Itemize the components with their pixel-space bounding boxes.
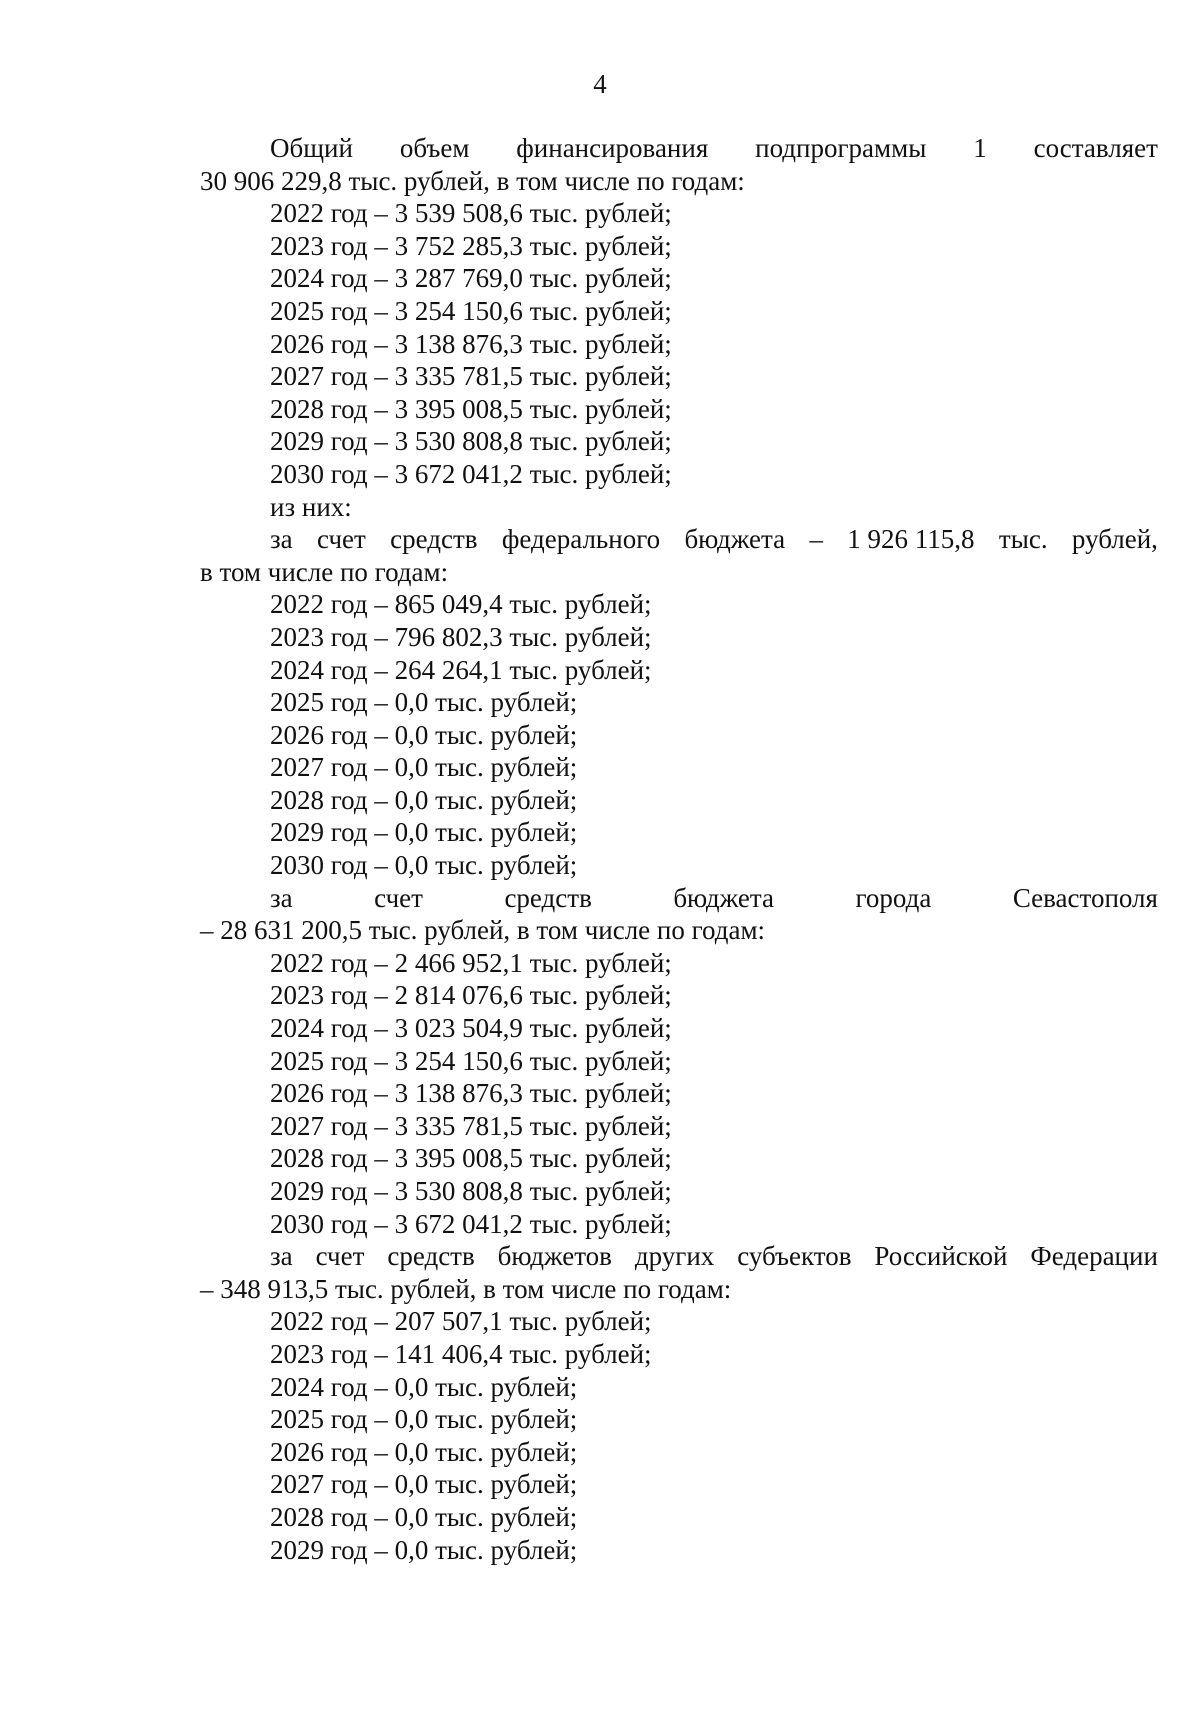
year-line: 2030 год – 3 672 041,2 тыс. рублей;: [270, 458, 672, 489]
word: –: [809, 524, 823, 555]
year-line: 2028 год – 0,0 тыс. рублей;: [270, 784, 578, 815]
other-subjects-budget-section: [200, 1240, 1158, 1566]
other-subjects-amount-line: – 348 913,5 тыс. рублей, в том числе по годам:: [200, 1273, 732, 1304]
year-line: 2024 год – 3 023 504,9 тыс. рублей;: [270, 1013, 672, 1044]
word: финансирования: [516, 133, 709, 163]
page-number: 4: [593, 69, 607, 99]
word: субъектов: [737, 1241, 852, 1272]
other-subjects-heading-line: [200, 1240, 1158, 1273]
word: счет: [317, 524, 366, 555]
year-line: 2027 год – 3 335 781,5 тыс. рублей;: [270, 361, 672, 392]
word: за: [270, 524, 293, 555]
year-line: 2023 год – 2 814 076,6 тыс. рублей;: [270, 980, 672, 1011]
word: Общий: [270, 133, 353, 163]
document-body: [200, 132, 1158, 1566]
year-line: 2027 год – 3 335 781,5 тыс. рублей;: [270, 1110, 672, 1141]
word: за: [270, 1241, 293, 1272]
word: бюджетов: [497, 1241, 612, 1272]
word: бюджета: [684, 524, 786, 555]
word: счет: [315, 1241, 365, 1272]
word: Федерации: [1030, 1241, 1158, 1272]
year-line: 2025 год – 3 254 150,6 тыс. рублей;: [270, 1045, 672, 1076]
word: счет: [374, 882, 423, 913]
federal-budget-section: [200, 523, 1158, 882]
year-line: 2026 год – 0,0 тыс. рублей;: [270, 719, 578, 750]
sevastopol-budget-section: [200, 882, 1158, 1241]
word: тыс.: [998, 524, 1048, 555]
word: 1 926 115,8: [847, 524, 975, 555]
year-line: 2022 год – 865 049,4 тыс. рублей;: [270, 589, 652, 620]
year-line: 2029 год – 0,0 тыс. рублей;: [270, 817, 578, 848]
word: федерального: [501, 524, 661, 555]
year-line: 2022 год – 2 466 952,1 тыс. рублей;: [270, 947, 672, 978]
year-line: 2022 год – 207 507,1 тыс. рублей;: [270, 1306, 652, 1337]
federal-budget-heading-line: [200, 523, 1158, 556]
year-line: 2023 год – 141 406,4 тыс. рублей;: [270, 1338, 652, 1369]
sevastopol-budget-amount-line: – 28 631 200,5 тыс. рублей, в том числе по годам:: [200, 915, 766, 946]
word: города: [855, 882, 932, 913]
year-line: 2025 год – 0,0 тыс. рублей;: [270, 687, 578, 718]
year-line: 2026 год – 3 138 876,3 тыс. рублей;: [270, 328, 672, 359]
year-line: 2029 год – 0,0 тыс. рублей;: [270, 1534, 578, 1565]
word: 1: [973, 133, 987, 163]
year-line: 2028 год – 3 395 008,5 тыс. рублей;: [270, 393, 672, 424]
word: за: [270, 882, 293, 913]
year-line: 2023 год – 3 752 285,3 тыс. рублей;: [270, 230, 672, 261]
year-line: 2022 год – 3 539 508,6 тыс. рублей;: [270, 198, 672, 229]
word: средств: [504, 882, 592, 913]
year-line: 2025 год – 0,0 тыс. рублей;: [270, 1404, 578, 1435]
word: средств: [387, 1241, 475, 1272]
sevastopol-budget-heading-line: [200, 882, 1158, 915]
word: подпрограммы: [755, 133, 927, 163]
word: объем: [399, 133, 470, 163]
year-line: 2027 год – 0,0 тыс. рублей;: [270, 1469, 578, 1500]
year-line: 2024 год – 3 287 769,0 тыс. рублей;: [270, 263, 672, 294]
word: Севастополя: [1012, 882, 1158, 913]
year-line: 2025 год – 3 254 150,6 тыс. рублей;: [270, 295, 672, 326]
year-line: 2028 год – 0,0 тыс. рублей;: [270, 1501, 578, 1532]
word: средств: [390, 524, 478, 555]
federal-budget-by-years-line: в том числе по годам:: [200, 556, 449, 587]
year-line: 2023 год – 796 802,3 тыс. рублей;: [270, 621, 652, 652]
total-funding-section: [200, 132, 1158, 523]
year-line: 2024 год – 0,0 тыс. рублей;: [270, 1371, 578, 1402]
year-line: 2026 год – 3 138 876,3 тыс. рублей;: [270, 1078, 672, 1109]
year-line: 2029 год – 3 530 808,8 тыс. рублей;: [270, 426, 672, 457]
year-line: 2024 год – 264 264,1 тыс. рублей;: [270, 654, 652, 685]
word: рублей,: [1071, 524, 1158, 555]
year-line: 2027 год – 0,0 тыс. рублей;: [270, 752, 578, 783]
word: составляет: [1033, 133, 1158, 163]
year-line: 2029 год – 3 530 808,8 тыс. рублей;: [270, 1176, 672, 1206]
year-line: 2026 год – 0,0 тыс. рублей;: [270, 1436, 578, 1467]
year-line: 2030 год – 0,0 тыс. рублей;: [270, 850, 578, 881]
total-funding-heading-line: [200, 132, 1158, 165]
word: бюджета: [673, 882, 774, 913]
year-line: 2028 год – 3 395 008,5 тыс. рублей;: [270, 1143, 672, 1174]
of-them-label: из них:: [270, 491, 352, 522]
total-funding-amount-line: 30 906 229,8 тыс. рублей, в том числе по годам:: [200, 165, 745, 196]
word: других: [634, 1241, 715, 1272]
word: Российской: [874, 1241, 1008, 1272]
year-line: 2030 год – 3 672 041,2 тыс. рублей;: [270, 1208, 672, 1239]
